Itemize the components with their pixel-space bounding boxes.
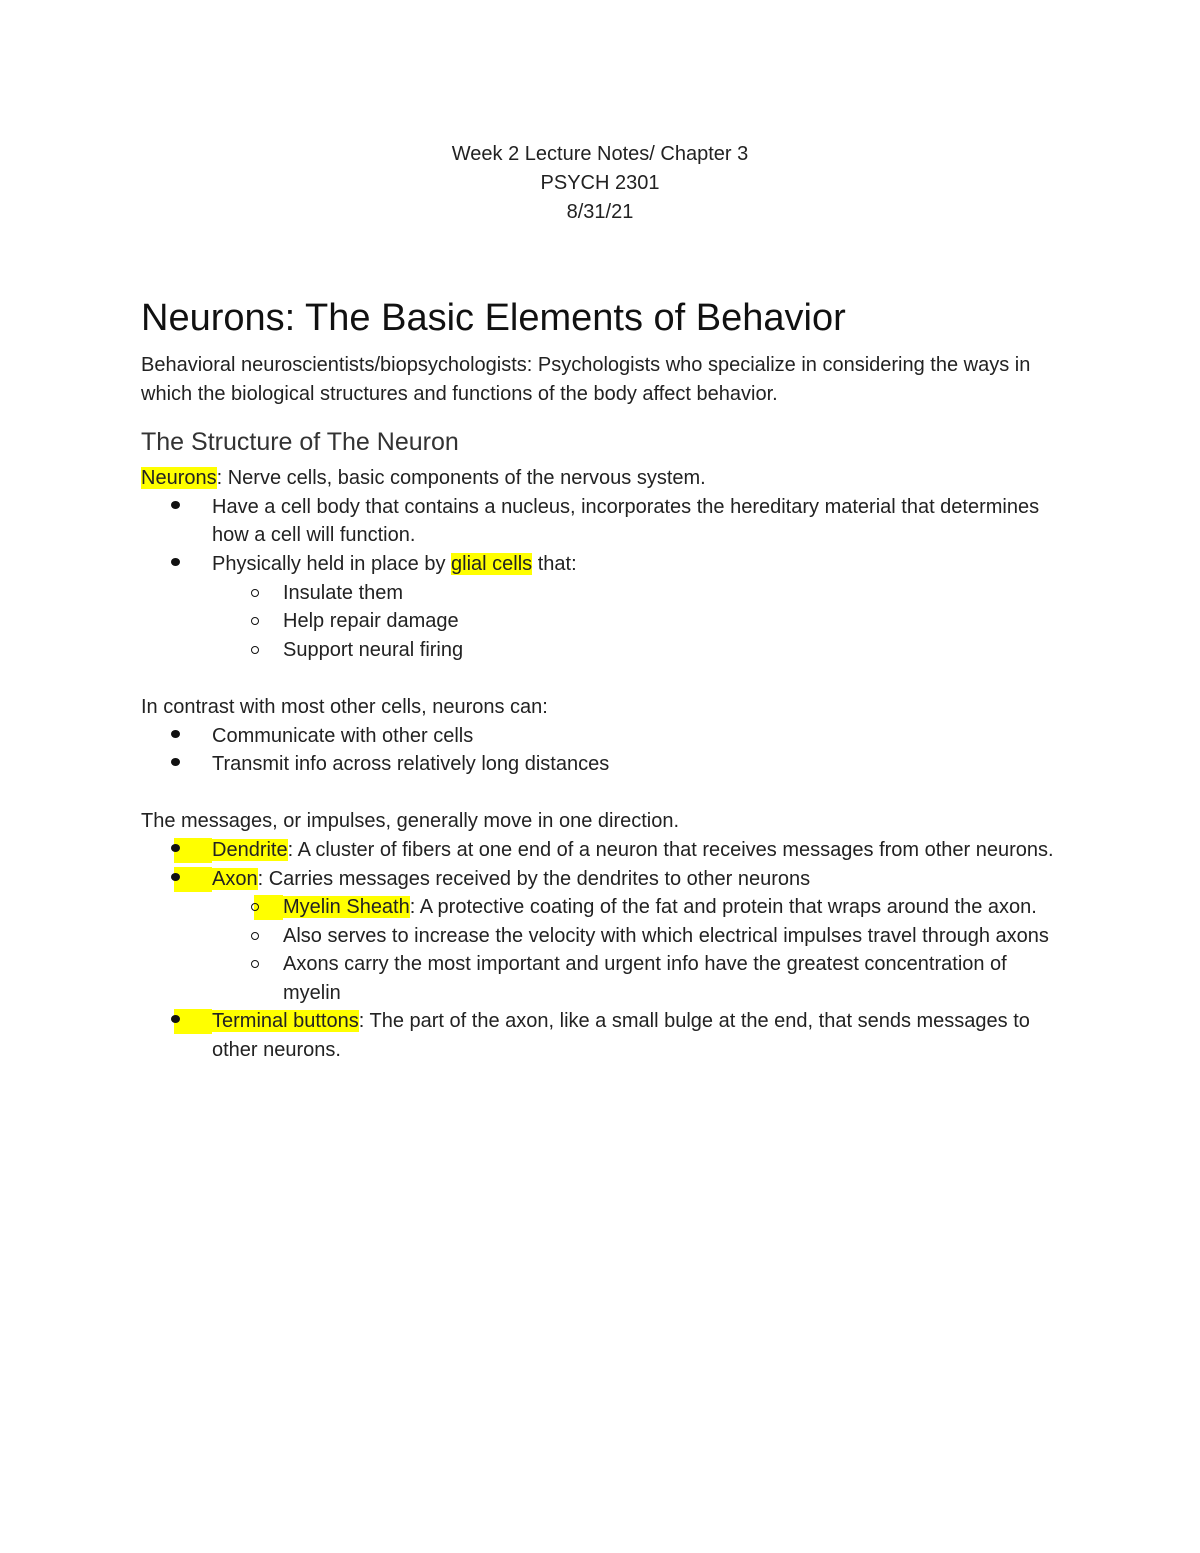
spacer [141,664,1061,693]
axon-details-list [212,893,1061,1007]
list-item [141,1007,1061,1064]
list-item-text: that: [532,552,577,575]
hollow-bullet-icon [251,932,259,940]
bullet-icon [171,873,180,881]
neurons-definition [141,464,1061,493]
list-item-text: Transmit info across relatively long distances [212,753,610,776]
list-item-text: : Carries messages received by the dendrites to other neurons [257,867,811,890]
contrast-intro: In contrast with most other cells, neurons can: [141,695,548,718]
hollow-bullet-icon [251,646,259,654]
highlighted-term-axon: Axon [212,867,258,890]
neuron-parts-list [141,836,1061,1065]
list-item-text: Also serves to increase the velocity with which electrical impulses travel through axons [283,924,1049,947]
list-item [212,922,1061,951]
highlighted-term-myelin-sheath: Myelin Sheath [283,896,410,919]
list-item [212,636,1061,665]
highlighted-term-terminal-buttons: Terminal buttons [212,1010,359,1033]
messages-intro: The messages, or impulses, generally move in one direction. [141,810,680,833]
list-item [212,893,1061,922]
list-item-text: Physically held in place by [212,552,452,575]
list-item [141,493,1061,550]
list-item [212,607,1061,636]
list-item-text: : A cluster of fibers at one end of a neuron that receives messages from other neurons. [287,838,1054,861]
highlight-mark [174,838,212,863]
list-item-text: Insulate them [283,581,404,604]
list-item-text: Help repair damage [283,610,459,633]
neuron-abilities-list [141,722,1061,779]
document-header [0,140,1200,227]
bullet-icon [171,501,180,509]
highlight-mark [174,1009,212,1034]
page-title: Neurons: The Basic Elements of Behavior [141,297,846,339]
hollow-bullet-icon [251,960,259,968]
bullet-icon [171,558,180,566]
spacer [141,779,1061,808]
document-body [141,295,1061,1065]
hollow-bullet-icon [251,589,259,597]
list-item [141,750,1061,779]
list-item [141,865,1061,1008]
list-item [212,579,1061,608]
bullet-icon [171,844,180,852]
highlight-mark [174,867,212,892]
list-item-text: : The part of the axon, like a small bulge at the end, that sends messages to other neurons. [212,1010,1030,1062]
bullet-icon [171,730,180,738]
list-item-text: : A protective coating of the fat and protein that wraps around the axon. [409,896,1037,919]
list-item-text: Support neural firing [283,638,464,661]
list-item [141,550,1061,664]
neurons-definition-text: : Nerve cells, basic components of the nervous system. [216,467,706,490]
header-course-line: PSYCH 2301 [540,172,660,194]
intro-paragraph: Behavioral neuroscientists/biopsychologists: Psychologists who specialize in considering the ways in which the biological structures and functions of the body affect behavior. [141,354,1031,405]
list-item-text: Communicate with other cells [212,724,474,747]
bullet-icon [171,758,180,766]
list-item-text: Axons carry the most important and urgent info have the greatest concentration of myelin [283,953,1007,1004]
highlighted-term-neurons: Neurons [141,467,217,490]
section-heading: The Structure of The Neuron [141,428,459,457]
list-item [141,722,1061,751]
highlighted-term-glial-cells: glial cells [451,552,533,575]
header-date-line: 8/31/21 [566,201,634,223]
list-item [141,836,1061,865]
highlighted-term-dendrite: Dendrite [212,838,288,861]
header-title-line: Week 2 Lecture Notes/ Chapter 3 [451,143,749,165]
glial-functions-list [212,579,1061,665]
neuron-facts-list [141,493,1061,665]
hollow-bullet-icon [251,617,259,625]
list-item-text: Have a cell body that contains a nucleus, incorporates the hereditary material that determines how a cell will function. [212,495,1040,547]
list-item [212,950,1061,1007]
